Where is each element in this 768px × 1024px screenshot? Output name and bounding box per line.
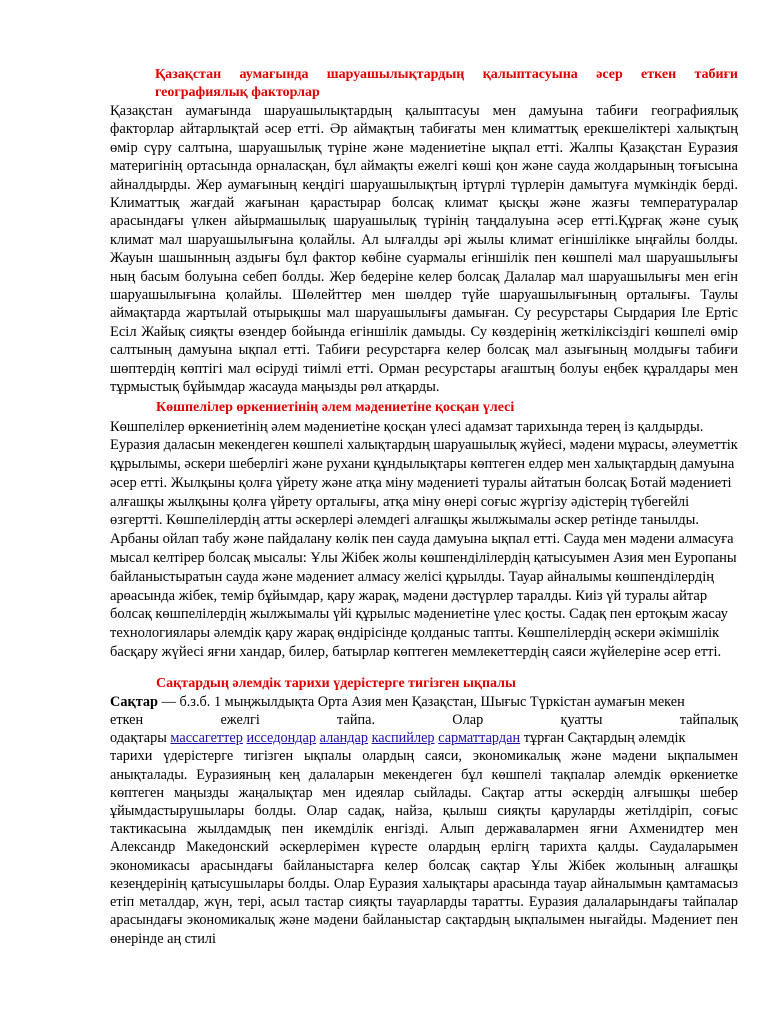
word: тайпа. (337, 712, 376, 729)
saks-intro-line (110, 693, 738, 711)
saks-body-text: тарихи үдерістерге тигізген ықпалы олардың саяси, экономикалық және мәдени ықпалымен анықталады. Еуразияның кең далаларын мекендеген бұл көшпелі тақпалар әлемдік өркениетке көптеген маңызды жаңалықтар мен идеялар сыйлады. Сақтар атты әскердің алғышқы шебер ұйымдастырушылары болды. Олар садақ, найза, қылыш сияқты қаруларды жетілдіріп, соғыс тактикасына жылдамдық пен икемділік енгізді. Алып державалармен яғни Ахменидтер мен Александр Македонский әскерлерімен күресте олардың ерлігң тарихта қалды. Саудаларымен экономикасы арасындағы байланыстарға келер болсақ сақтар Ұлы Жібек жолының алғашқы кезеңдерінің қатысушылары болды. Олар Еуразия халықтары арасында тауар айналымын қамтамасыз етіп металдар, жүн, тері, асыл тастар сияқты тауарларды таратты. Еуразия далаларындағы тайпалар арасындағы экономикалық және мәдени байланыстар сақтардың ықпалымен нығайды. Мәдениет пен өнерінде аң стилі (110, 748, 738, 947)
link-caspians[interactable]: каспийлер (371, 730, 435, 747)
paragraph-saks (110, 693, 738, 948)
word: Олар (452, 712, 484, 729)
section-heading-nomads: Көшпелілер өркениетінің әлем мәдениетіне қосқан үлесі (156, 399, 515, 415)
paragraph-nomads: Көшпелілер өркениетінің әлем мәдениетіне қосқан үлесі адамзат тарихында терең із қалдырды. Еуразия даласын мекендеген көшпелі халықтардың шаруашылық жүйесі, мәдени мұрасы, әлеуметтік құрылымы, әскери шеберлігі және рухани құндылықтары көптеген елдер мен халықтардың дамуына әсер етті. Жылқыны қолға үйрету және атқа міну мәдениеті туралы айтатын болсақ Ботай мәдениеті алғашқы жылқыны қолға үйрету орталығы, атқа міну өнері соғыс жүргізу әдістерің түбегейлі өзгертті. Көшпелілердің атты әскерлері әлемдегі алғашқы жылжымалы әскер ретінде танылды. Арбаны ойлап табу және пайдалану көлік пен сауда дамуына ықпал етті. Сауда мен мәдени алмасуға мысал келтірер болсақ мысалы: Ұлы Жібек жолы көшпенділілердің қатысуымен Азия мен Еуропаны байланыстыратын сауда және мәдениет алмасу желісі құрылды. Тауар айналымы көшпенділердің арөасында жібек, темір бұйымдар, қару жарақ, мәдени дәстүрлер таралды. Киіз үй туралы айтар болсақ көшпелілердің жылжымалы үйі құрылыс мәдениетіне үлес қосты. Садақ пен ертоқым жасау технологиялары әлемдік қару жарақ өндірісінде қолданыс тапты. Көшпелілердің әскери әкімшілік басқару жүйесі яғни хандар, билер, батырлар көптеген мемлекеттердің саяси жүйелеріне әсер етті. (110, 418, 738, 661)
link-issedones[interactable]: исседондар (246, 730, 317, 747)
saks-line3-prefix: одақтары (110, 730, 171, 747)
saks-line-3 (110, 729, 738, 747)
link-alans[interactable]: аландар (319, 730, 368, 747)
term-saks: Сақтар (110, 693, 159, 710)
saks-line3-suffix: тұрған Сақтардың әлемдік (520, 730, 686, 747)
word: еткен (110, 712, 144, 729)
section-heading-geography: Қазақстан аумағында шаруашылықтардың қалыптасуына әсер еткен табиғи географиялық факторлар (155, 67, 738, 100)
word: ежелгі (220, 712, 260, 729)
saks-intro-text: — б.з.б. 1 мыңжылдықта Орта Азия мен Қазақстан, Шығыс Түркістан аумағын мекен (158, 693, 685, 710)
link-sarmatians[interactable]: сарматтардан (438, 730, 521, 747)
word: қуатты (560, 712, 603, 729)
word: тайпалық (679, 712, 738, 729)
paragraph-geography: Қазақстан аумағында шаруашылықтардың қалыптасуы мен дамуына табиғи географиялық факторлар айтарлықтай әсер етті. Әр аймақтың табиғаты мен климаттық ерекшеліктері халықтың өмір сүру салтына, шаруашылық түріне және мәдениетіне ықпал етті. Жалпы Қазақстан Еуразия материгінің ортасында орналасқан, бұл аймақты ежелгі көші қон және сауда жолдарының тоғысына айналдырды. Жер аумағының кеңдігі шаруашылықтың іртүрлі түрлерін дамытуға мүмкіндік берді. Климаттық жағдай жағынан қарастырар болсақ климат қысқы және жазғы температуралар арасындағы үлкен айырмашылық шаруашылық түрінің таңдалуына әсер етті.Құрғақ және суық климат мал шаруашылығына қолайлы. Ал ылғалды әрі жылы климат егіншілікке ыңғайлы болды. Жауын шашынның аздығы бұл фактор көбіне суармалы егіншілік пен көшпелі мал шаруашылығы ның басым болуына себеп болды. Жер бедеріне келер болсақ Далалар мал шаруашылығы мен егін шаруашылығына қолайлы. Шөлейттер мен шөлдер түйе шаруашылығының орталығы. Таулы аймақтарда жартылай отырықшы мал шаруашылығы дамыған. Су ресурстары Сырдария Іле Ертіс Есіл Жайық сияқты өзендер бойында егіншілік дамыды. Су көздерінің жеткіліксіздігі көшпелі өмір салтының дамуына ықпал етті. Табиғи ресурстарға келер болсақ мал азығының молдығы табиғи шөптердің көптігі мал өсіруді тиімлі етті. Орман ресурстары ағаштың болуы еңбек құралдары мен тұрмыстық бұйымдар жасауда маңызды рөл атқарды. (110, 103, 738, 396)
saks-line-2 (110, 711, 738, 729)
section-heading-saks: Сақтардың әлемдік тарихи үдерістерге тигізген ықпалы (156, 675, 516, 691)
link-massagetae[interactable]: массагеттер (170, 730, 243, 747)
